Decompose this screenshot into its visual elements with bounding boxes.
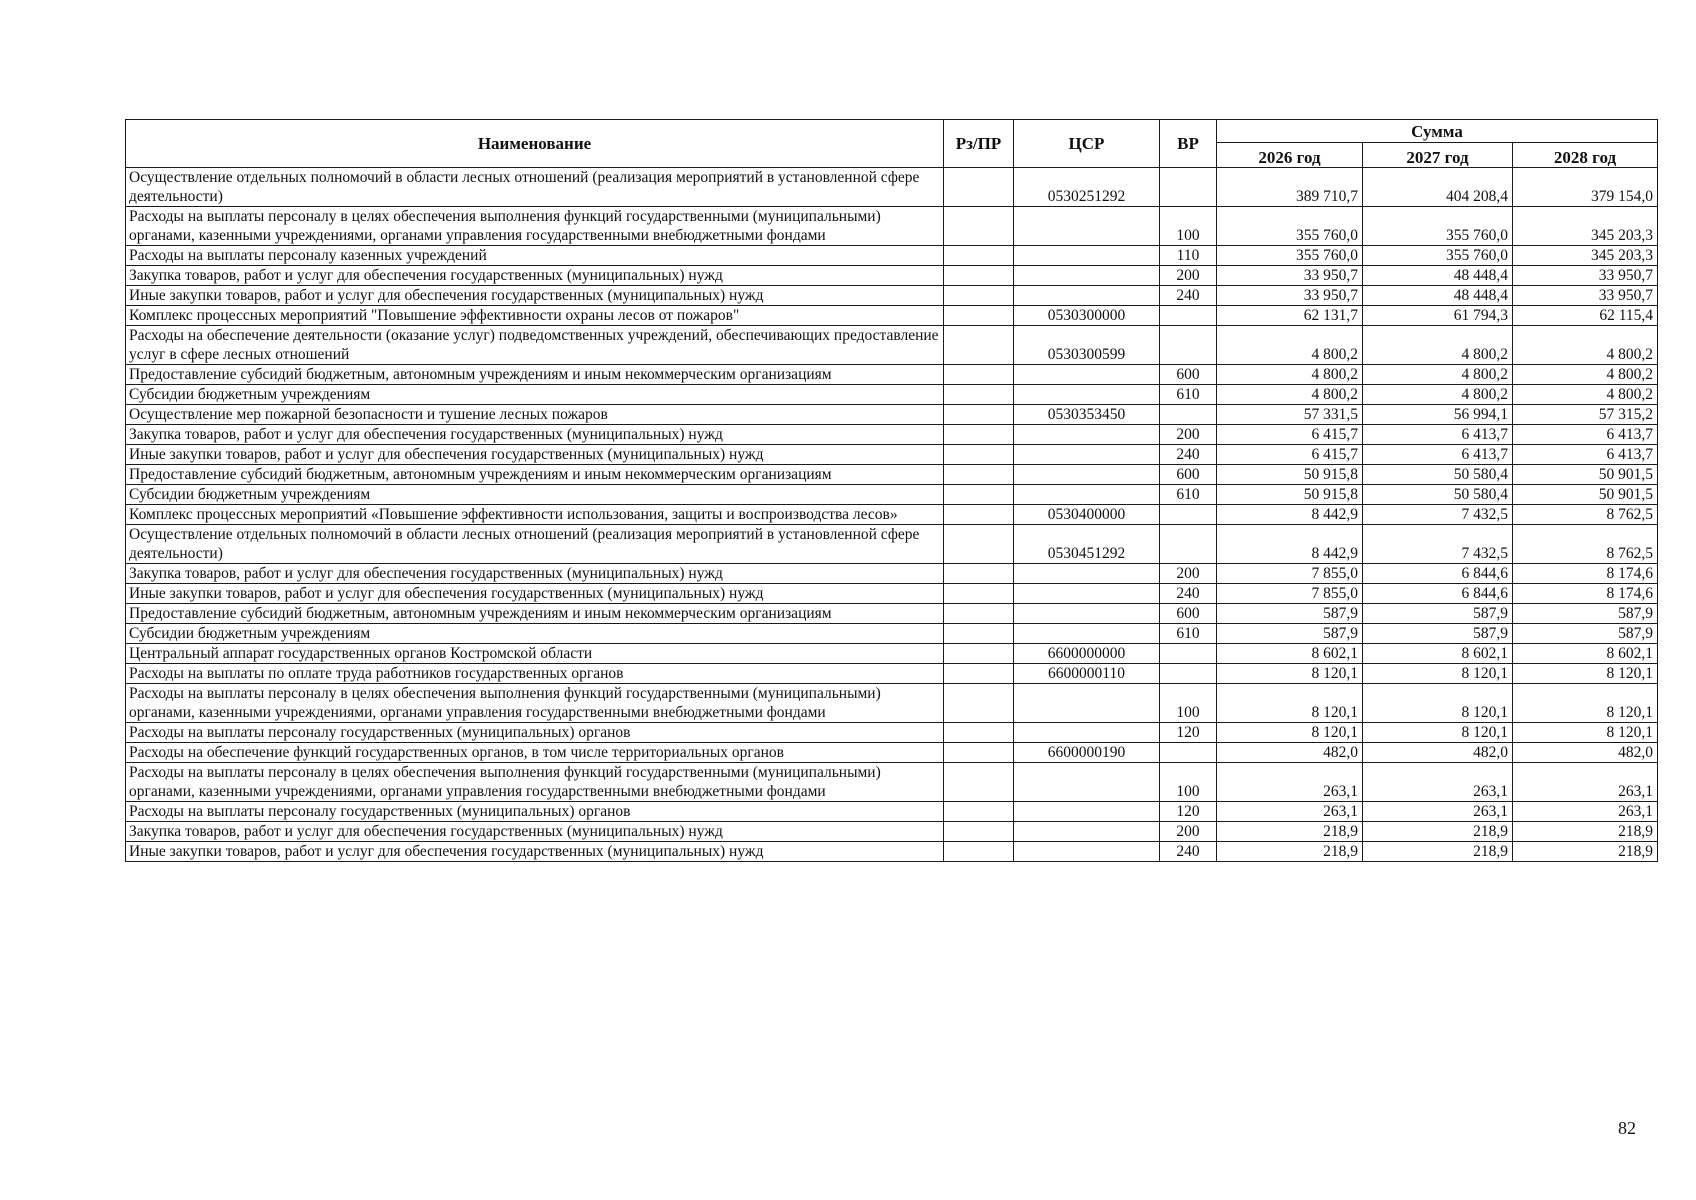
cell-rz-pr — [944, 684, 1014, 723]
table-row — [126, 365, 1658, 385]
cell-name: Закупка товаров, работ и услуг для обеспечения государственных (муниципальных) нужд — [126, 564, 944, 584]
cell-name: Иные закупки товаров, работ и услуг для обеспечения государственных (муниципальных) нужд — [126, 584, 944, 604]
cell-name: Расходы на выплаты по оплате труда работников государственных органов — [126, 664, 944, 684]
table-header — [126, 120, 1658, 168]
cell-vr: 600 — [1160, 465, 1217, 485]
cell-name: Осуществление отдельных полномочий в области лесных отношений (реализация мероприятий в установленной сфере деятельности) — [126, 168, 944, 207]
cell-vr: 240 — [1160, 286, 1217, 306]
cell-2028: 8 602,1 — [1513, 644, 1658, 664]
cell-csr — [1014, 842, 1160, 862]
table-row — [126, 644, 1658, 664]
table-row — [126, 842, 1658, 862]
cell-vr: 240 — [1160, 842, 1217, 862]
cell-name: Закупка товаров, работ и услуг для обеспечения государственных (муниципальных) нужд — [126, 266, 944, 286]
cell-csr — [1014, 385, 1160, 405]
table-row — [126, 584, 1658, 604]
cell-rz-pr — [944, 445, 1014, 465]
cell-rz-pr — [944, 286, 1014, 306]
cell-name: Комплекс процессных мероприятий "Повышение эффективности охраны лесов от пожаров" — [126, 306, 944, 326]
cell-name: Субсидии бюджетным учреждениям — [126, 485, 944, 505]
cell-rz-pr — [944, 584, 1014, 604]
cell-rz-pr — [944, 822, 1014, 842]
cell-2028: 345 203,3 — [1513, 207, 1658, 246]
table-row — [126, 168, 1658, 207]
cell-2027: 404 208,4 — [1363, 168, 1513, 207]
cell-2027: 6 844,6 — [1363, 564, 1513, 584]
cell-2027: 8 120,1 — [1363, 723, 1513, 743]
page-number: 82 — [1618, 1118, 1636, 1138]
table-row — [126, 485, 1658, 505]
header-vr: ВР — [1160, 120, 1217, 168]
table-row — [126, 445, 1658, 465]
cell-vr: 100 — [1160, 763, 1217, 802]
cell-csr — [1014, 604, 1160, 624]
cell-rz-pr — [944, 168, 1014, 207]
cell-csr — [1014, 802, 1160, 822]
cell-rz-pr — [944, 763, 1014, 802]
cell-vr: 610 — [1160, 624, 1217, 644]
cell-csr — [1014, 485, 1160, 505]
cell-2027: 50 580,4 — [1363, 465, 1513, 485]
cell-2027: 263,1 — [1363, 763, 1513, 802]
cell-2028: 4 800,2 — [1513, 385, 1658, 405]
cell-name: Закупка товаров, работ и услуг для обеспечения государственных (муниципальных) нужд — [126, 822, 944, 842]
cell-2027: 7 432,5 — [1363, 505, 1513, 525]
cell-csr: 0530251292 — [1014, 168, 1160, 207]
cell-csr — [1014, 465, 1160, 485]
cell-2028: 50 901,5 — [1513, 465, 1658, 485]
cell-name: Осуществление мер пожарной безопасности и тушение лесных пожаров — [126, 405, 944, 425]
cell-2026: 8 120,1 — [1217, 723, 1363, 743]
cell-2026: 8 120,1 — [1217, 684, 1363, 723]
cell-rz-pr — [944, 644, 1014, 664]
cell-csr: 6600000190 — [1014, 743, 1160, 763]
cell-2028: 33 950,7 — [1513, 266, 1658, 286]
cell-2026: 587,9 — [1217, 624, 1363, 644]
cell-2027: 355 760,0 — [1363, 207, 1513, 246]
header-name: Наименование — [126, 120, 944, 168]
cell-rz-pr — [944, 664, 1014, 684]
cell-2026: 4 800,2 — [1217, 326, 1363, 365]
cell-2027: 587,9 — [1363, 604, 1513, 624]
cell-2027: 355 760,0 — [1363, 246, 1513, 266]
header-year-2027: 2027 год — [1363, 143, 1513, 168]
cell-2026: 50 915,8 — [1217, 465, 1363, 485]
cell-vr: 200 — [1160, 425, 1217, 445]
cell-2028: 345 203,3 — [1513, 246, 1658, 266]
cell-2027: 263,1 — [1363, 802, 1513, 822]
cell-vr: 100 — [1160, 207, 1217, 246]
cell-csr — [1014, 425, 1160, 445]
cell-name: Субсидии бюджетным учреждениям — [126, 385, 944, 405]
cell-rz-pr — [944, 365, 1014, 385]
table-row — [126, 306, 1658, 326]
cell-name: Иные закупки товаров, работ и услуг для обеспечения государственных (муниципальных) нужд — [126, 842, 944, 862]
table-row — [126, 604, 1658, 624]
cell-2027: 56 994,1 — [1363, 405, 1513, 425]
cell-2027: 482,0 — [1363, 743, 1513, 763]
table-body — [126, 168, 1658, 862]
cell-vr: 610 — [1160, 385, 1217, 405]
cell-rz-pr — [944, 465, 1014, 485]
cell-2028: 8 120,1 — [1513, 684, 1658, 723]
cell-rz-pr — [944, 624, 1014, 644]
cell-vr: 200 — [1160, 564, 1217, 584]
cell-2026: 6 415,7 — [1217, 425, 1363, 445]
header-csr: ЦСР — [1014, 120, 1160, 168]
cell-csr — [1014, 365, 1160, 385]
cell-2028: 263,1 — [1513, 802, 1658, 822]
cell-2027: 61 794,3 — [1363, 306, 1513, 326]
cell-2028: 263,1 — [1513, 763, 1658, 802]
table-row — [126, 684, 1658, 723]
cell-2027: 587,9 — [1363, 624, 1513, 644]
cell-2028: 379 154,0 — [1513, 168, 1658, 207]
table-row — [126, 763, 1658, 802]
cell-vr — [1160, 743, 1217, 763]
cell-csr — [1014, 445, 1160, 465]
cell-vr — [1160, 644, 1217, 664]
cell-rz-pr — [944, 306, 1014, 326]
cell-2028: 8 174,6 — [1513, 564, 1658, 584]
cell-vr — [1160, 525, 1217, 564]
cell-rz-pr — [944, 405, 1014, 425]
cell-2026: 33 950,7 — [1217, 286, 1363, 306]
cell-vr: 120 — [1160, 802, 1217, 822]
cell-vr — [1160, 306, 1217, 326]
cell-rz-pr — [944, 743, 1014, 763]
cell-csr: 6600000110 — [1014, 664, 1160, 684]
cell-2028: 587,9 — [1513, 624, 1658, 644]
cell-2026: 57 331,5 — [1217, 405, 1363, 425]
cell-vr: 200 — [1160, 266, 1217, 286]
cell-2027: 4 800,2 — [1363, 365, 1513, 385]
cell-2026: 62 131,7 — [1217, 306, 1363, 326]
cell-name: Центральный аппарат государственных органов Костромской области — [126, 644, 944, 664]
table-row — [126, 505, 1658, 525]
cell-rz-pr — [944, 564, 1014, 584]
cell-rz-pr — [944, 525, 1014, 564]
header-rz-pr: Рз/ПР — [944, 120, 1014, 168]
cell-name: Расходы на выплаты персоналу государственных (муниципальных) органов — [126, 723, 944, 743]
table-row — [126, 385, 1658, 405]
cell-vr: 110 — [1160, 246, 1217, 266]
cell-rz-pr — [944, 207, 1014, 246]
cell-name: Расходы на выплаты персоналу в целях обеспечения выполнения функций государственными (муниципальными) органами, казенными учреждениями, органами управления государственными внебюджетными фондами — [126, 763, 944, 802]
cell-2026: 7 855,0 — [1217, 564, 1363, 584]
cell-vr: 120 — [1160, 723, 1217, 743]
cell-csr — [1014, 584, 1160, 604]
cell-2027: 6 413,7 — [1363, 425, 1513, 445]
cell-csr — [1014, 564, 1160, 584]
cell-2026: 6 415,7 — [1217, 445, 1363, 465]
cell-rz-pr — [944, 385, 1014, 405]
table-row — [126, 266, 1658, 286]
cell-2027: 8 602,1 — [1363, 644, 1513, 664]
table-row — [126, 246, 1658, 266]
cell-csr — [1014, 266, 1160, 286]
cell-2026: 8 442,9 — [1217, 525, 1363, 564]
cell-vr — [1160, 326, 1217, 365]
cell-2027: 50 580,4 — [1363, 485, 1513, 505]
cell-2027: 4 800,2 — [1363, 385, 1513, 405]
cell-vr: 100 — [1160, 684, 1217, 723]
cell-csr — [1014, 624, 1160, 644]
cell-vr — [1160, 168, 1217, 207]
cell-name: Предоставление субсидий бюджетным, автономным учреждениям и иным некоммерческим организациям — [126, 604, 944, 624]
table-row — [126, 564, 1658, 584]
cell-name: Расходы на выплаты персоналу казенных учреждений — [126, 246, 944, 266]
cell-vr: 600 — [1160, 604, 1217, 624]
table-row — [126, 465, 1658, 485]
header-sum: Сумма — [1217, 120, 1658, 143]
cell-rz-pr — [944, 723, 1014, 743]
cell-2027: 4 800,2 — [1363, 326, 1513, 365]
cell-2026: 263,1 — [1217, 763, 1363, 802]
cell-2028: 8 120,1 — [1513, 723, 1658, 743]
cell-2027: 6 413,7 — [1363, 445, 1513, 465]
cell-2028: 8 174,6 — [1513, 584, 1658, 604]
table-row — [126, 207, 1658, 246]
header-year-2028: 2028 год — [1513, 143, 1658, 168]
cell-rz-pr — [944, 246, 1014, 266]
cell-csr — [1014, 246, 1160, 266]
cell-name: Расходы на выплаты персоналу государственных (муниципальных) органов — [126, 802, 944, 822]
cell-2027: 218,9 — [1363, 842, 1513, 862]
cell-csr: 0530400000 — [1014, 505, 1160, 525]
cell-2026: 587,9 — [1217, 604, 1363, 624]
table-row — [126, 822, 1658, 842]
cell-2028: 8 762,5 — [1513, 505, 1658, 525]
cell-2027: 218,9 — [1363, 822, 1513, 842]
cell-name: Иные закупки товаров, работ и услуг для обеспечения государственных (муниципальных) нужд — [126, 445, 944, 465]
cell-2028: 482,0 — [1513, 743, 1658, 763]
cell-rz-pr — [944, 425, 1014, 445]
cell-csr — [1014, 822, 1160, 842]
cell-2027: 8 120,1 — [1363, 664, 1513, 684]
cell-csr — [1014, 763, 1160, 802]
cell-vr — [1160, 664, 1217, 684]
cell-name: Предоставление субсидий бюджетным, автономным учреждениям и иным некоммерческим организациям — [126, 465, 944, 485]
cell-rz-pr — [944, 326, 1014, 365]
cell-vr — [1160, 405, 1217, 425]
cell-2026: 218,9 — [1217, 822, 1363, 842]
cell-name: Комплекс процессных мероприятий «Повышение эффективности использования, защиты и воспроизводства лесов» — [126, 505, 944, 525]
cell-csr: 0530300000 — [1014, 306, 1160, 326]
cell-csr: 0530353450 — [1014, 405, 1160, 425]
cell-rz-pr — [944, 266, 1014, 286]
cell-rz-pr — [944, 485, 1014, 505]
table-row — [126, 405, 1658, 425]
cell-csr: 0530451292 — [1014, 525, 1160, 564]
cell-2028: 50 901,5 — [1513, 485, 1658, 505]
cell-rz-pr — [944, 505, 1014, 525]
cell-2026: 50 915,8 — [1217, 485, 1363, 505]
cell-vr: 200 — [1160, 822, 1217, 842]
cell-2027: 48 448,4 — [1363, 266, 1513, 286]
cell-2026: 218,9 — [1217, 842, 1363, 862]
cell-2026: 33 950,7 — [1217, 266, 1363, 286]
cell-2026: 4 800,2 — [1217, 385, 1363, 405]
cell-2028: 8 120,1 — [1513, 664, 1658, 684]
cell-csr — [1014, 723, 1160, 743]
cell-rz-pr — [944, 842, 1014, 862]
cell-2026: 7 855,0 — [1217, 584, 1363, 604]
cell-2026: 4 800,2 — [1217, 365, 1363, 385]
cell-2028: 6 413,7 — [1513, 445, 1658, 465]
cell-name: Закупка товаров, работ и услуг для обеспечения государственных (муниципальных) нужд — [126, 425, 944, 445]
header-year-2026: 2026 год — [1217, 143, 1363, 168]
cell-2026: 355 760,0 — [1217, 246, 1363, 266]
cell-2027: 48 448,4 — [1363, 286, 1513, 306]
cell-2028: 4 800,2 — [1513, 326, 1658, 365]
cell-csr — [1014, 684, 1160, 723]
cell-name: Расходы на обеспечение функций государственных органов, в том числе территориальных органов — [126, 743, 944, 763]
cell-vr: 610 — [1160, 485, 1217, 505]
table-row — [126, 743, 1658, 763]
cell-vr: 240 — [1160, 445, 1217, 465]
cell-name: Расходы на обеспечение деятельности (оказание услуг) подведомственных учреждений, обеспечивающих предоставление услуг в сфере лесных отношений — [126, 326, 944, 365]
cell-vr — [1160, 505, 1217, 525]
cell-name: Расходы на выплаты персоналу в целях обеспечения выполнения функций государственными (муниципальными) органами, казенными учреждениями, органами управления государственными внебюджетными фондами — [126, 207, 944, 246]
cell-2028: 8 762,5 — [1513, 525, 1658, 564]
cell-rz-pr — [944, 802, 1014, 822]
cell-2028: 6 413,7 — [1513, 425, 1658, 445]
cell-2028: 587,9 — [1513, 604, 1658, 624]
cell-2027: 8 120,1 — [1363, 684, 1513, 723]
cell-rz-pr — [944, 604, 1014, 624]
cell-2026: 8 442,9 — [1217, 505, 1363, 525]
cell-name: Осуществление отдельных полномочий в области лесных отношений (реализация мероприятий в установленной сфере деятельности) — [126, 525, 944, 564]
cell-2028: 62 115,4 — [1513, 306, 1658, 326]
budget-table — [125, 119, 1658, 862]
table-row — [126, 723, 1658, 743]
cell-csr: 0530300599 — [1014, 326, 1160, 365]
cell-name: Субсидии бюджетным учреждениям — [126, 624, 944, 644]
table-row — [126, 286, 1658, 306]
table-row — [126, 425, 1658, 445]
cell-2026: 263,1 — [1217, 802, 1363, 822]
cell-2026: 8 602,1 — [1217, 644, 1363, 664]
table-row — [126, 326, 1658, 365]
cell-name: Предоставление субсидий бюджетным, автономным учреждениям и иным некоммерческим организациям — [126, 365, 944, 385]
cell-csr: 6600000000 — [1014, 644, 1160, 664]
cell-csr — [1014, 207, 1160, 246]
cell-2026: 482,0 — [1217, 743, 1363, 763]
cell-2027: 6 844,6 — [1363, 584, 1513, 604]
table-row — [126, 624, 1658, 644]
cell-2026: 8 120,1 — [1217, 664, 1363, 684]
cell-2027: 7 432,5 — [1363, 525, 1513, 564]
cell-vr: 600 — [1160, 365, 1217, 385]
cell-2028: 218,9 — [1513, 822, 1658, 842]
table-row — [126, 525, 1658, 564]
cell-name: Иные закупки товаров, работ и услуг для обеспечения государственных (муниципальных) нужд — [126, 286, 944, 306]
table-row — [126, 802, 1658, 822]
cell-2028: 57 315,2 — [1513, 405, 1658, 425]
cell-csr — [1014, 286, 1160, 306]
cell-2028: 33 950,7 — [1513, 286, 1658, 306]
table-row — [126, 664, 1658, 684]
cell-2026: 355 760,0 — [1217, 207, 1363, 246]
cell-2026: 389 710,7 — [1217, 168, 1363, 207]
cell-vr: 240 — [1160, 584, 1217, 604]
cell-2028: 218,9 — [1513, 842, 1658, 862]
cell-name: Расходы на выплаты персоналу в целях обеспечения выполнения функций государственными (муниципальными) органами, казенными учреждениями, органами управления государственными внебюджетными фондами — [126, 684, 944, 723]
cell-2028: 4 800,2 — [1513, 365, 1658, 385]
